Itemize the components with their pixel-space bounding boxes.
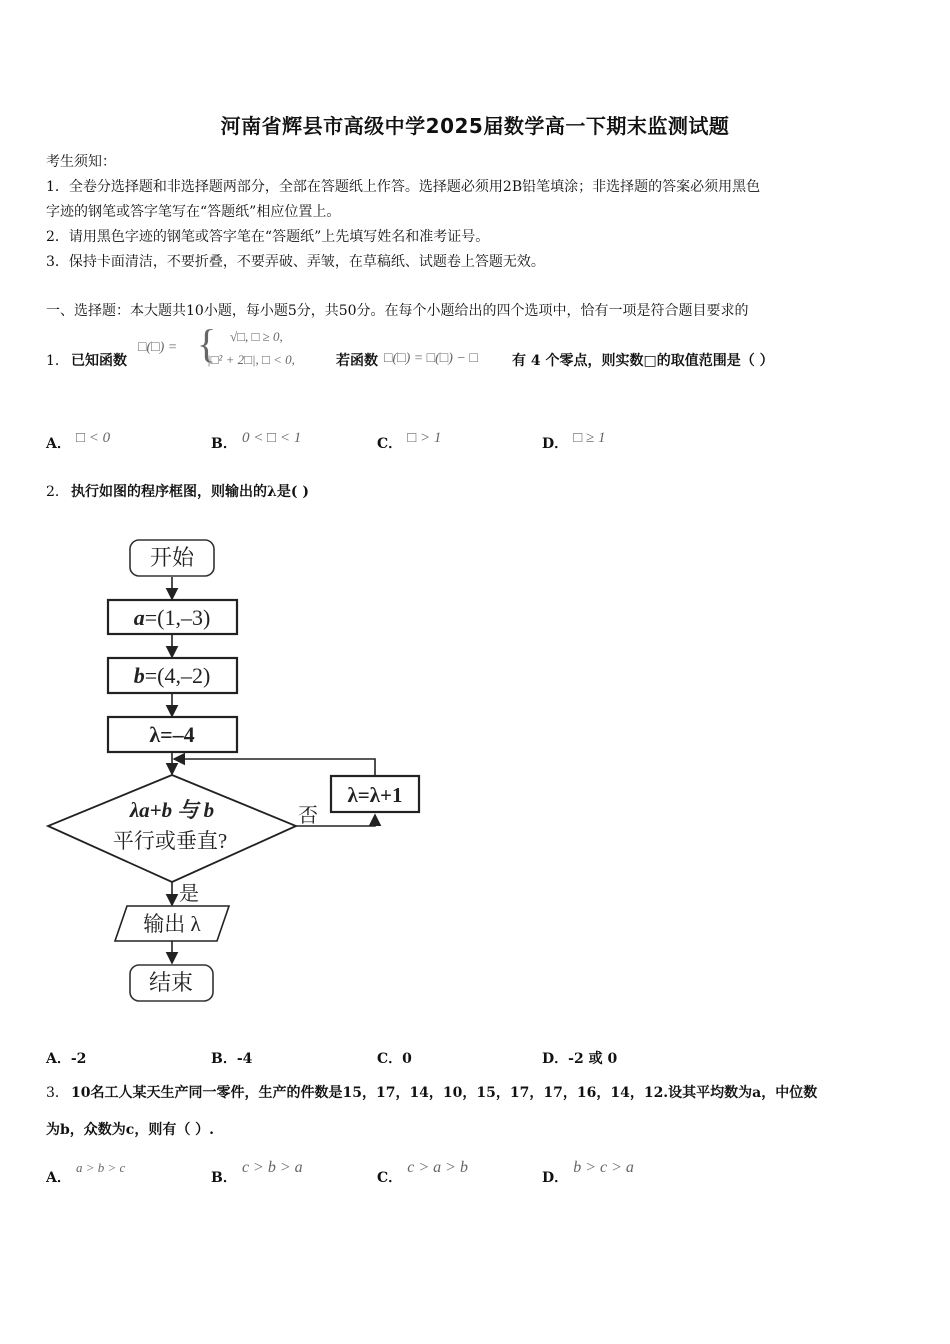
option-b[interactable]: [211, 1049, 252, 1069]
step1-label: a=(1,–3): [133, 605, 211, 630]
question-mid: 若函数: [336, 353, 378, 369]
question-number: 2．: [46, 484, 69, 500]
condition-line-1: λa+b 与 b: [129, 798, 215, 822]
arrow-loop-back: [174, 759, 375, 775]
option-d[interactable]: [542, 1049, 617, 1069]
question-prefix: 已知函数: [71, 353, 127, 369]
option-text: 0: [402, 1051, 412, 1067]
option-c[interactable]: [377, 1159, 468, 1187]
option-text: c > b > a: [241, 1159, 303, 1176]
no-label: 否: [298, 805, 318, 827]
question-number: 1．: [46, 353, 69, 369]
notice-heading: 考生须知：: [46, 154, 116, 170]
option-letter: C．: [377, 1051, 403, 1067]
brace: {: [197, 321, 217, 366]
option-b[interactable]: [211, 1159, 303, 1187]
question-line-1: 10名工人某天生产同一零件，生产的件数是15，17，14，10，15，17，17，16，14，12.设其平均数为a，中位数: [71, 1085, 818, 1101]
notice-item-3: 3．保持卡面清洁，不要折叠，不要弄破、弄皱，在草稿纸、试题卷上答题无效。: [46, 254, 545, 270]
piecewise-case-2: |□² + 2□|, □ < 0,: [207, 352, 295, 367]
notice-item-1-line-1: 1．全卷分选择题和非选择题两部分，全部在答题纸上作答。选择题必须用2B铅笔填涂；非选择题的答案必须用黑色: [46, 179, 761, 195]
function-g: □(□) = □(□) − □: [384, 351, 478, 366]
option-d[interactable]: [542, 1159, 634, 1187]
option-text: -4: [236, 1051, 253, 1067]
option-letter: B．: [211, 436, 237, 452]
section-heading: 一、选择题：本大题共10小题，每小题5分，共50分。在每个小题给出的四个选项中，恰有一项是符合题目要求的: [46, 303, 749, 319]
option-text: -2 或 0: [568, 1051, 618, 1067]
option-d[interactable]: [542, 430, 606, 453]
option-letter: C．: [377, 436, 403, 452]
piecewise-case-1: √□, □ ≥ 0,: [230, 329, 283, 344]
loop-label: λ=λ+1: [347, 783, 403, 807]
end-label: 结束: [148, 970, 194, 995]
option-letter: A．: [46, 436, 71, 452]
option-text: c > a > b: [407, 1159, 468, 1176]
output-label: 输出 λ: [143, 912, 201, 936]
option-text: a > b > c: [75, 1160, 126, 1175]
option-c[interactable]: [377, 430, 442, 453]
notice-item-1-line-2: 字迹的钢笔或答字笔写在“答题纸”相应位置上。: [46, 204, 341, 220]
option-letter: D．: [542, 436, 569, 452]
yes-label: 是: [179, 883, 199, 905]
option-letter: B．: [211, 1170, 237, 1186]
step3-label: λ=–4: [149, 722, 195, 747]
question-number: 3．: [46, 1085, 69, 1101]
option-c[interactable]: [377, 1049, 412, 1069]
option-letter: C．: [377, 1170, 403, 1186]
option-letter: A．: [46, 1051, 71, 1067]
option-text: 0 < □ < 1: [241, 430, 302, 446]
start-label: 开始: [149, 545, 195, 570]
option-b[interactable]: [211, 430, 302, 453]
option-letter: D．: [542, 1170, 569, 1186]
question-text: 执行如图的程序框图，则输出的λ是( ): [71, 484, 309, 500]
step2-label: b=(4,–2): [133, 663, 211, 688]
question-suffix: 有 4 个零点，则实数□的取值范围是（ ）: [512, 353, 774, 369]
question-line-2: 为b，众数为c，则有（ ）.: [46, 1122, 215, 1138]
option-a[interactable]: [46, 1160, 126, 1187]
notice-item-2: 2．请用黑色字迹的钢笔或答字笔在“答题纸”上先填写姓名和准考证号。: [46, 229, 490, 245]
flowchart: [0, 530, 440, 1010]
function-f: □(□) =: [138, 340, 178, 355]
option-a[interactable]: [46, 1049, 86, 1069]
option-letter: A．: [46, 1170, 71, 1186]
option-text: □ > 1: [407, 430, 442, 446]
option-text: -2: [70, 1051, 87, 1067]
option-letter: D．: [542, 1051, 569, 1067]
option-text: □ < 0: [75, 430, 111, 446]
page-title: 河南省辉县市高级中学2025届数学高一下期末监测试题: [220, 114, 730, 138]
option-text: □ ≥ 1: [573, 430, 606, 446]
option-letter: B．: [211, 1051, 237, 1067]
condition-line-2: 平行或垂直?: [112, 829, 228, 853]
option-text: b > c > a: [573, 1159, 634, 1176]
option-a[interactable]: [46, 430, 111, 453]
